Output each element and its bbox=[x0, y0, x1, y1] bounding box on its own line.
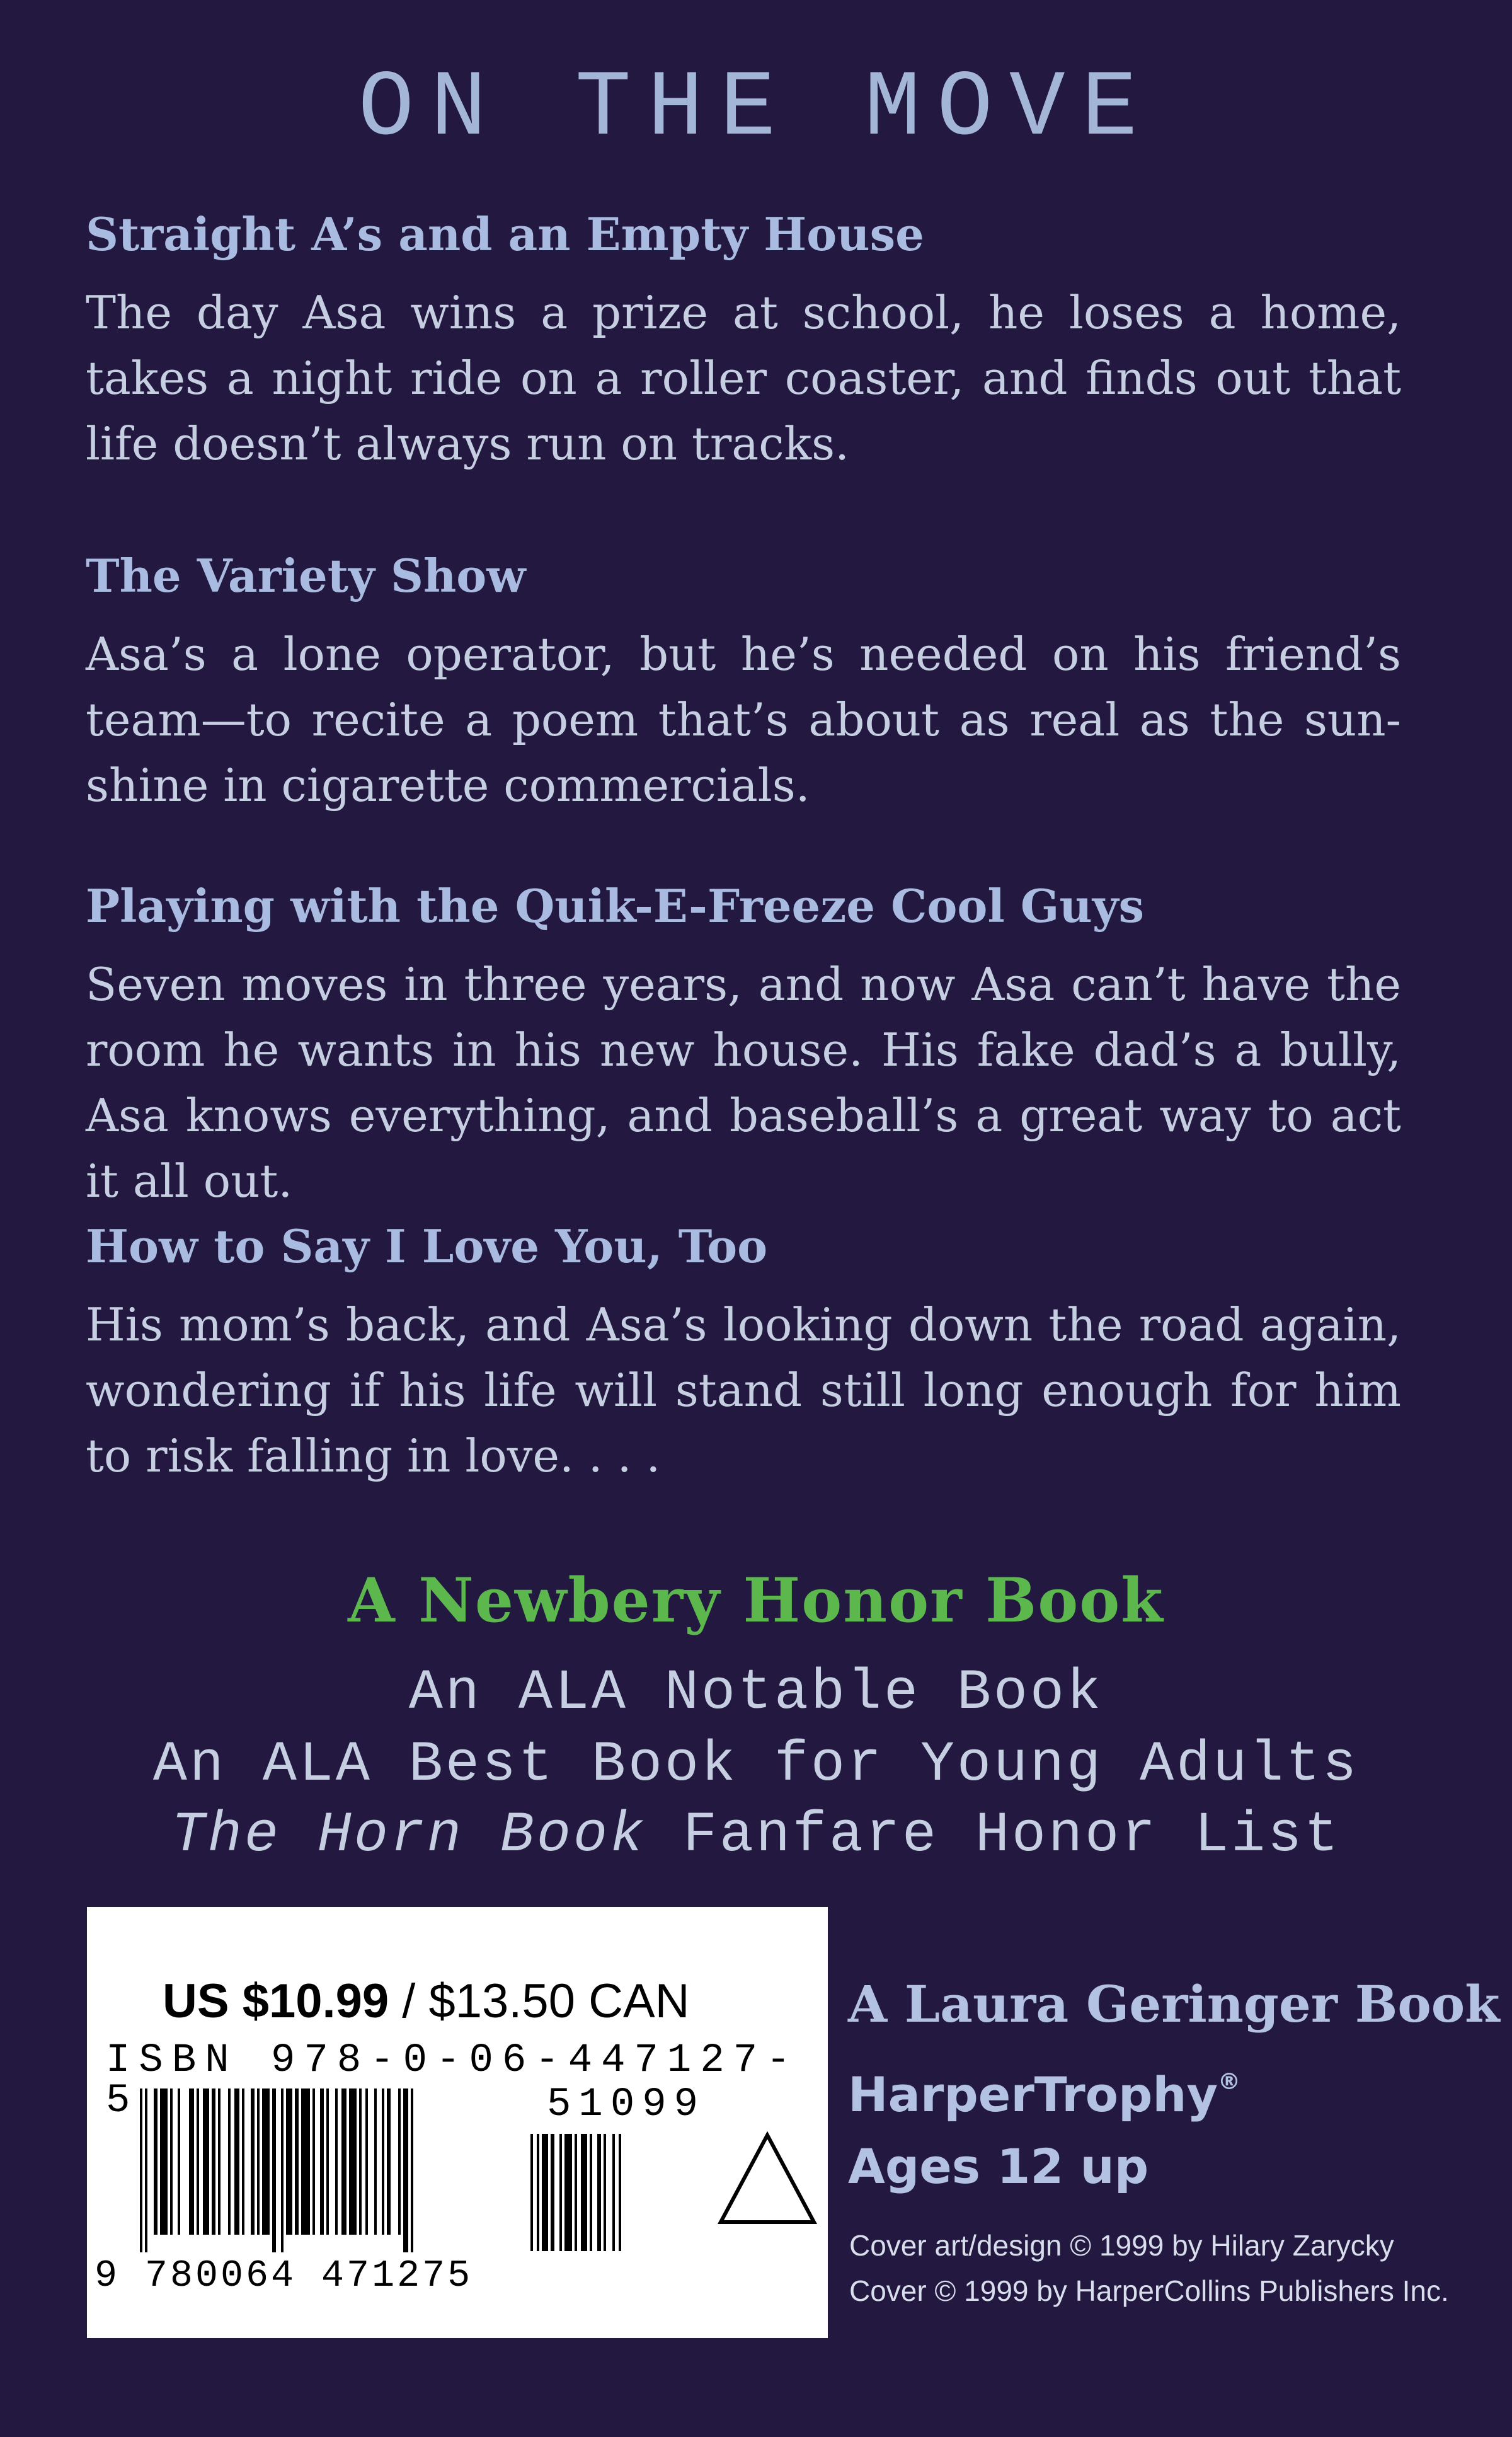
barcode-bar bbox=[197, 2088, 199, 2235]
barcode-bar bbox=[398, 2088, 401, 2235]
barcode-bar bbox=[359, 2088, 362, 2235]
barcode-bar bbox=[234, 2088, 239, 2235]
award-line-horn-book bbox=[0, 1804, 1512, 1868]
barcode-bar bbox=[590, 2134, 592, 2251]
story-2 bbox=[86, 549, 1401, 818]
barcode-bar bbox=[619, 2134, 621, 2251]
barcode-bar bbox=[581, 2134, 587, 2251]
story-title: The Variety Show bbox=[86, 549, 526, 602]
fanfare-text: Fanfare Honor List bbox=[646, 1804, 1341, 1868]
story-3 bbox=[86, 879, 1401, 1214]
barcode-bar bbox=[286, 2088, 292, 2235]
story-1 bbox=[86, 207, 1401, 476]
barcode-bar bbox=[382, 2088, 384, 2235]
price-us: US $10.99 bbox=[163, 1974, 389, 2028]
barcode-bar bbox=[374, 2088, 377, 2235]
story-blurb: His mom’s back, and Asa’s looking down the road again, wondering if his life will stand still long enough for him to risk falling in love. . . . bbox=[86, 1298, 1401, 1482]
barcode-bar bbox=[295, 2088, 299, 2235]
barcode-bar bbox=[612, 2134, 615, 2251]
barcode-bar bbox=[335, 2088, 338, 2235]
barcode-bar bbox=[228, 2088, 231, 2235]
barcode-bar bbox=[281, 2088, 284, 2252]
page-title: ON THE MOVE bbox=[358, 57, 1154, 162]
barcode-bar bbox=[403, 2088, 408, 2252]
triangle-icon bbox=[717, 2131, 818, 2226]
barcode-bar bbox=[145, 2088, 147, 2252]
barcode-bar bbox=[559, 2134, 562, 2251]
price-can: / $13.50 CAN bbox=[389, 1974, 690, 2028]
newbery-honor-heading: A Newbery Honor Book bbox=[348, 1565, 1164, 1636]
publisher-name: HarperTrophy bbox=[848, 2066, 1218, 2123]
barcode-bar bbox=[349, 2088, 357, 2235]
barcode-bar bbox=[341, 2088, 346, 2235]
barcode-bar bbox=[604, 2134, 606, 2251]
barcode-bar bbox=[411, 2088, 413, 2252]
barcode-bar bbox=[551, 2134, 554, 2251]
registered-mark: ® bbox=[1218, 2069, 1241, 2095]
barcode-bar bbox=[387, 2088, 391, 2235]
imprint-label: A Laura Geringer Book bbox=[848, 1974, 1500, 2034]
story-title: How to Say I Love You, Too bbox=[86, 1219, 768, 1273]
barcode-bar bbox=[189, 2088, 194, 2235]
barcode-bar bbox=[597, 2134, 601, 2251]
addon-barcode bbox=[528, 2134, 698, 2254]
barcode-bar bbox=[530, 2134, 533, 2251]
barcode-bar bbox=[154, 2088, 158, 2235]
barcode-bar bbox=[326, 2088, 329, 2235]
barcode-bar bbox=[320, 2088, 324, 2235]
barcode-bar bbox=[272, 2088, 276, 2252]
award-line-ala-notable: An ALA Notable Book bbox=[408, 1661, 1104, 1725]
story-4 bbox=[86, 1219, 1401, 1489]
publisher-logo bbox=[848, 2066, 1241, 2123]
ean-barcode bbox=[137, 2088, 515, 2252]
story-title: Playing with the Quik-E-Freeze Cool Guys bbox=[86, 879, 1145, 933]
barcode-bar bbox=[564, 2134, 572, 2251]
barcode-bar bbox=[170, 2088, 173, 2235]
barcode-bar bbox=[242, 2088, 244, 2235]
price-label bbox=[163, 1974, 690, 2028]
cover-copyright: Cover © 1999 by HarperCollins Publishers Inc. bbox=[849, 2274, 1449, 2307]
barcode-bar bbox=[262, 2088, 270, 2235]
isbn-text: ISBN 978-0-06-447127-5 bbox=[106, 2038, 799, 2124]
barcode-bar bbox=[257, 2088, 260, 2235]
barcode-panel bbox=[87, 1907, 828, 2338]
story-blurb: Seven moves in three years, and now Asa can’t have the room he wants in his new house. His fake dad’s a bully, Asa knows everything, and baseball’s a great way to act it all out. bbox=[86, 958, 1401, 1207]
story-title: Straight A’s and an Empty House bbox=[86, 207, 924, 261]
barcode-bar bbox=[542, 2134, 548, 2251]
ean-digits: 9 780064 471275 bbox=[94, 2255, 473, 2298]
story-blurb: The day Asa wins a prize at school, he loses a home, takes a night ride on a roller coaster, and finds out that life doesn’t always run on tracks. bbox=[86, 286, 1401, 470]
barcode-bar bbox=[301, 2088, 310, 2235]
barcode-bar bbox=[178, 2088, 180, 2235]
barcode-bar bbox=[575, 2134, 577, 2251]
horn-book-title: The Horn Book bbox=[171, 1804, 646, 1868]
barcode-bar bbox=[212, 2088, 215, 2235]
barcode-bar bbox=[251, 2088, 255, 2235]
barcode-bar bbox=[140, 2088, 142, 2252]
barcode-bar bbox=[160, 2088, 168, 2235]
cover-art-credit: Cover art/design © 1999 by Hilary Zarycky bbox=[849, 2229, 1394, 2262]
barcode-bar bbox=[537, 2134, 539, 2251]
barcode-bar bbox=[218, 2088, 220, 2235]
barcode-bar bbox=[312, 2088, 315, 2235]
story-blurb: Asa’s a lone operator, but he’s needed on his friend’s team—to recite a poem that’s about as real as the sun-shine in cigarette commercials. bbox=[86, 628, 1401, 812]
award-line-ala-best: An ALA Best Book for Young Adults bbox=[152, 1733, 1360, 1797]
barcode-bar bbox=[203, 2088, 209, 2235]
age-range: Ages 12 up bbox=[848, 2138, 1149, 2194]
barcode-bar bbox=[365, 2088, 368, 2235]
addon-code: 51099 bbox=[547, 2082, 706, 2128]
